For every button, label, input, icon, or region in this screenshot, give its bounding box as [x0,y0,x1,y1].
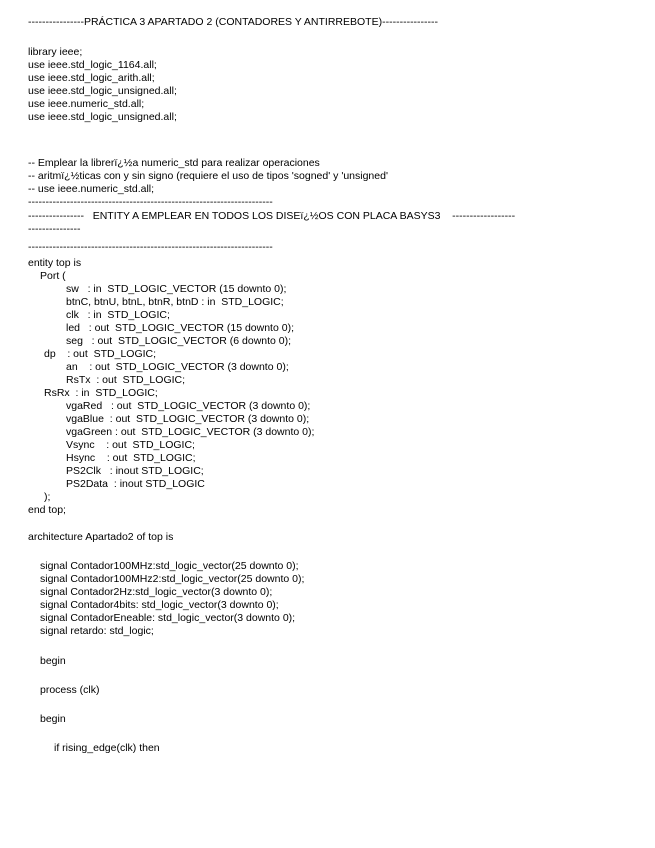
separator-line: --------------- [28,223,81,235]
port-line: clk : in STD_LOGIC; [66,309,170,321]
signal-line: signal Contador4bits: std_logic_vector(3 downto 0); [40,599,279,611]
code-line: process (clk) [40,684,100,696]
code-line: end top; [28,504,66,516]
code-line: use ieee.std_logic_1164.all; [28,59,157,71]
signal-line: signal ContadorEneable: std_logic_vector(3 downto 0); [40,612,296,624]
code-line: begin [40,713,66,725]
port-line: an : out STD_LOGIC_VECTOR (3 downto 0); [66,361,289,373]
port-line: PS2Clk : inout STD_LOGIC; [66,465,204,477]
port-line: vgaBlue : out STD_LOGIC_VECTOR (3 downto 0); [66,413,310,425]
code-line: use ieee.numeric_std.all; [28,98,145,110]
port-line: vgaRed : out STD_LOGIC_VECTOR (3 downto 0); [66,400,311,412]
comment-line: -- Emplear la librerï¿½a numeric_std para realizar operaciones [28,157,320,169]
port-line: seg : out STD_LOGIC_VECTOR (6 downto 0); [66,335,292,347]
signal-line: signal retardo: std_logic; [40,625,154,637]
code-line: architecture Apartado2 of top is [28,531,174,543]
separator-line: ---------------------------------------------------------------------- [28,196,273,208]
code-line: use ieee.std_logic_unsigned.all; [28,85,177,97]
port-line: vgaGreen : out STD_LOGIC_VECTOR (3 downto 0); [66,426,315,438]
code-line: if rising_edge(clk) then [54,742,160,754]
signal-line: signal Contador2Hz:std_logic_vector(3 downto 0); [40,586,273,598]
code-line: ); [44,491,51,503]
header-comment-line: ----------------PRÁCTICA 3 APARTADO 2 (CONTADORES Y ANTIRREBOTE)---------------- [28,16,439,28]
port-line: btnC, btnU, btnL, btnR, btnD : in STD_LOGIC; [66,296,284,308]
code-line: use ieee.std_logic_arith.all; [28,72,155,84]
code-line: begin [40,655,66,667]
code-line: Port ( [40,270,66,282]
signal-line: signal Contador100MHz:std_logic_vector(25 downto 0); [40,560,299,572]
port-line: dp : out STD_LOGIC; [44,348,157,360]
signal-line: signal Contador100MHz2:std_logic_vector(25 downto 0); [40,573,305,585]
port-line: sw : in STD_LOGIC_VECTOR (15 downto 0); [66,283,287,295]
port-line: Hsync : out STD_LOGIC; [66,452,196,464]
port-line: Vsync : out STD_LOGIC; [66,439,195,451]
code-line: use ieee.std_logic_unsigned.all; [28,111,177,123]
port-line: led : out STD_LOGIC_VECTOR (15 downto 0); [66,322,294,334]
code-line: entity top is [28,257,82,269]
comment-line: -- use ieee.numeric_std.all; [28,183,155,195]
port-line: PS2Data : inout STD_LOGIC [66,478,205,490]
separator-line: ---------------------------------------------------------------------- [28,241,273,253]
comment-line: -- aritmï¿½ticas con y sin signo (requiere el uso de tipos 'sogned' y 'unsigned' [28,170,388,182]
code-line: library ieee; [28,46,83,58]
port-line: RsRx : in STD_LOGIC; [44,387,158,399]
port-line: RsTx : out STD_LOGIC; [66,374,186,386]
entity-banner-line: ---------------- ENTITY A EMPLEAR EN TODOS LOS DISEï¿½OS CON PLACA BASYS3 ------------------ [28,210,516,222]
